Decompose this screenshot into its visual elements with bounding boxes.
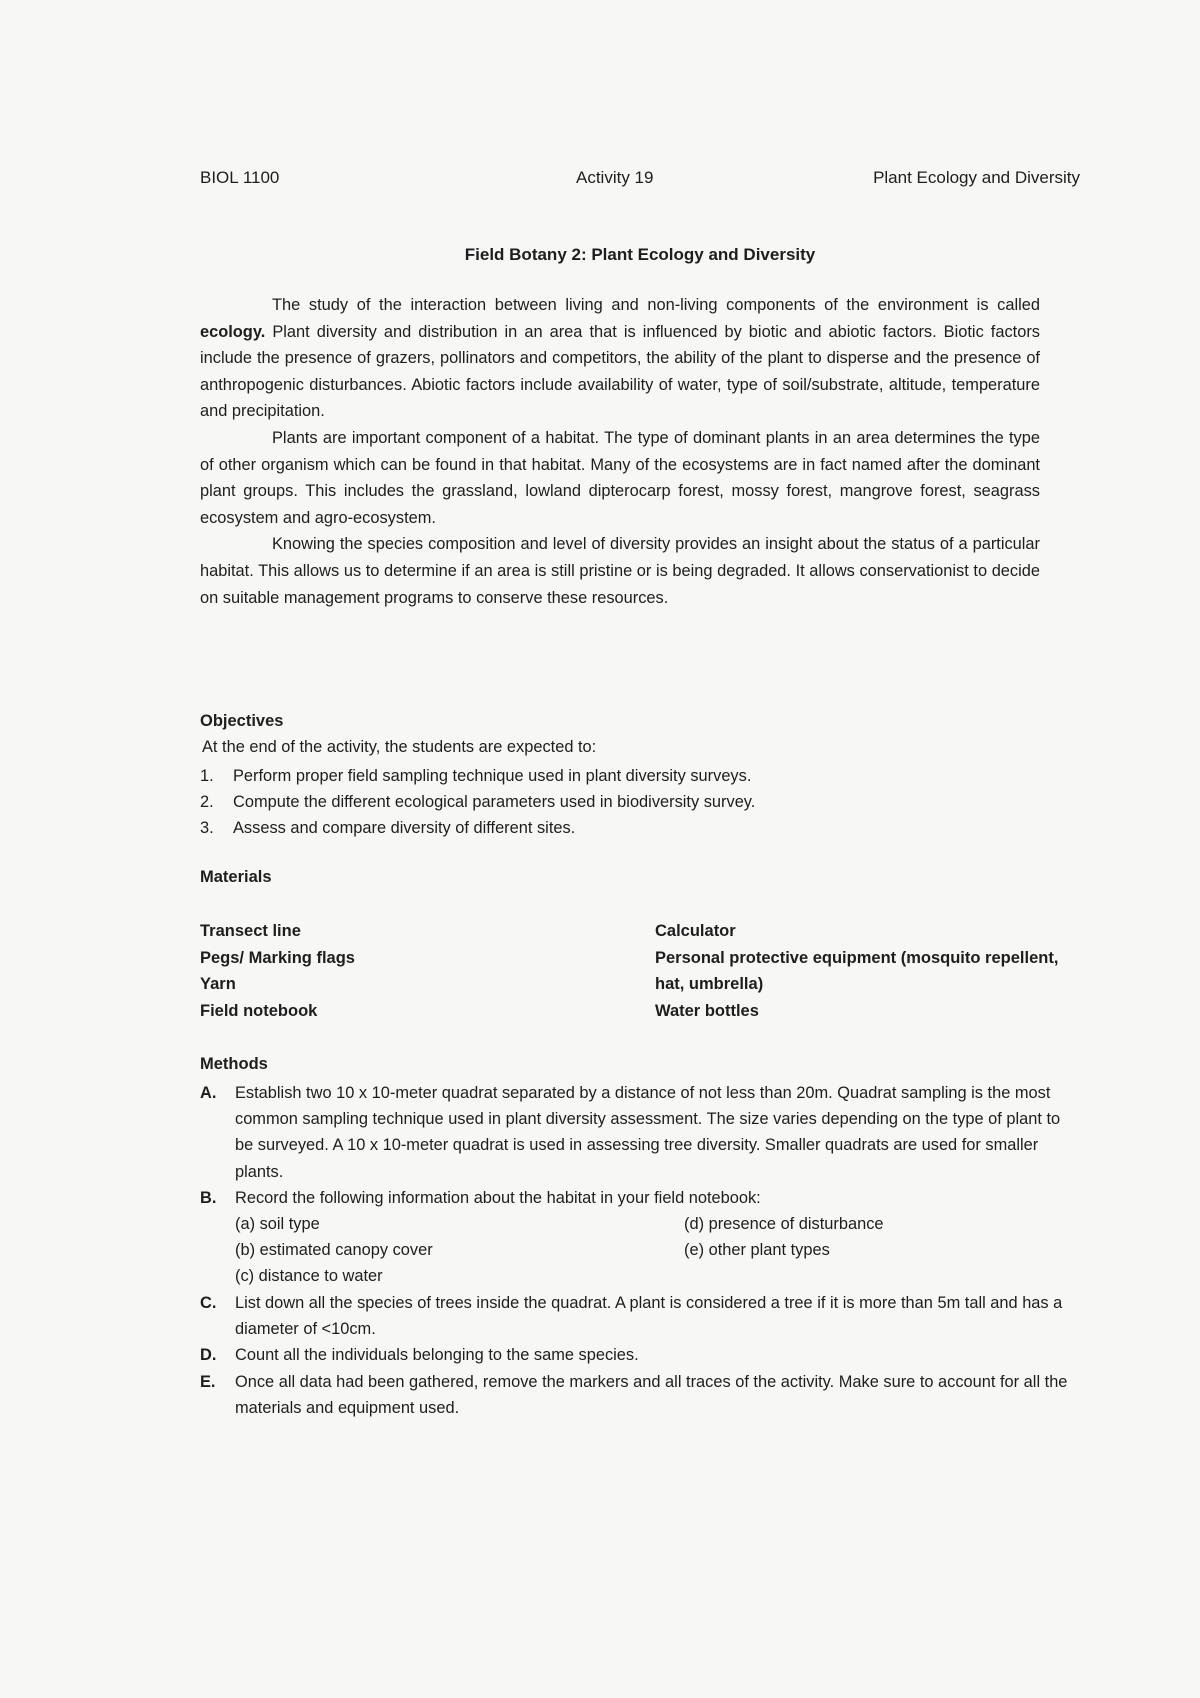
intro-p1-after: Plant diversity and distribution in an area that is influenced by biotic and abiotic factors. Biotic factors include the presence of grazers, pollinators and competitors, the ability of the plant to disperse and the presence of anthropogenic disturbances. Abiotic factors include availability of water, type of soil/substrate, altitude, temperature and precipitation. [200,322,1040,421]
step-letter: A. [200,1084,217,1102]
method-step [200,1185,1080,1290]
objective-number: 3. [200,819,214,837]
objective-item [200,763,1060,789]
step-text: Count all the individuals belonging to the same species. [235,1346,639,1365]
habitat-info-item: (d) presence of disturbance [684,1215,884,1234]
objective-number: 2. [200,793,214,811]
objectives-intro: At the end of the activity, the students are expected to: [202,738,597,756]
method-step [200,1369,1080,1421]
step-text: Record the following information about the habitat in your field notebook: [235,1188,761,1207]
introduction [200,292,1040,611]
intro-paragraph-2: Plants are important component of a habitat. The type of dominant plants in an area determines the type of other organism which can be found in that habitat. Many of the ecosystems are in fact named after the dominant plant groups. This includes the grassland, lowland dipterocarp forest, mossy forest, mangrove forest, seagrass ecosystem and agro-ecosystem. [200,428,1040,527]
intro-paragraph-1 [200,292,1040,425]
objectives-heading: Objectives [200,712,284,730]
objective-item [200,789,1060,815]
header-topic: Plant Ecology and Diversity [873,168,1080,187]
material-item: Personal protective equipment (mosquito repellent, hat, umbrella) [655,948,1059,993]
step-letter: C. [200,1294,217,1313]
materials-left-column [200,918,620,1024]
habitat-info-item: (b) estimated canopy cover [235,1241,433,1260]
materials-right-column [655,918,1075,1024]
material-item: Calculator [655,922,736,940]
step-letter: B. [200,1188,217,1207]
intro-p1-before: The study of the interaction between living and non-living components of the environment is called [272,296,1040,314]
habitat-info-item: (a) soil type [235,1215,320,1234]
objective-text: Compute the different ecological parameters used in biodiversity survey. [233,793,756,811]
step-text: Establish two 10 x 10-meter quadrat separated by a distance of not less than 20m. Quadrat sampling is the most common sampling technique used in plant diversity assessment. The size varies depending on the type of plant to be surveyed. A 10 x 10-meter quadrat is used in assessing tree diversity. Smaller quadrats are used for smaller plants. [235,1084,1061,1181]
activity-number: Activity 19 [576,168,654,187]
material-item: Water bottles [655,1001,759,1020]
methods-list [200,1080,1080,1421]
step-text: Once all data had been gathered, remove the markers and all traces of the activity. Make sure to account for all the materials and equipment used. [235,1372,1068,1417]
step-letter: D. [200,1346,217,1365]
material-item: Field notebook [200,1001,318,1020]
step-text: List down all the species of trees inside the quadrat. A plant is considered a tree if it is more than 5m tall and has a diameter of <10cm. [235,1294,1063,1339]
material-item: Yarn [200,975,236,993]
objective-text: Perform proper field sampling technique used in plant diversity surveys. [233,767,752,785]
objectives-list [200,763,1060,841]
methods-heading: Methods [200,1055,268,1073]
step-letter: E. [200,1372,216,1391]
intro-paragraph-3: Knowing the species composition and level of diversity provides an insight about the status of a particular habitat. This allows us to determine if an area is still pristine or is being degraded. It allows conservationist to decide on suitable management programs to conserve these resources. [200,535,1040,607]
objective-number: 1. [200,767,214,785]
method-step [200,1080,1080,1185]
ecology-term: ecology. [200,322,266,341]
habitat-info-item: (e) other plant types [684,1241,830,1260]
habitat-info-item: (c) distance to water [235,1267,383,1286]
material-item: Transect line [200,922,301,940]
habitat-info-list [235,1211,1080,1290]
objective-text: Assess and compare diversity of different sites. [233,819,576,837]
material-item: Pegs/ Marking flags [200,948,355,967]
document-title: Field Botany 2: Plant Ecology and Diversity [464,245,816,264]
method-step [200,1342,1080,1368]
objective-item [200,815,1060,841]
page-header [200,168,1080,192]
materials-heading: Materials [200,868,272,886]
course-code: BIOL 1100 [200,168,280,187]
method-step [200,1290,1080,1342]
